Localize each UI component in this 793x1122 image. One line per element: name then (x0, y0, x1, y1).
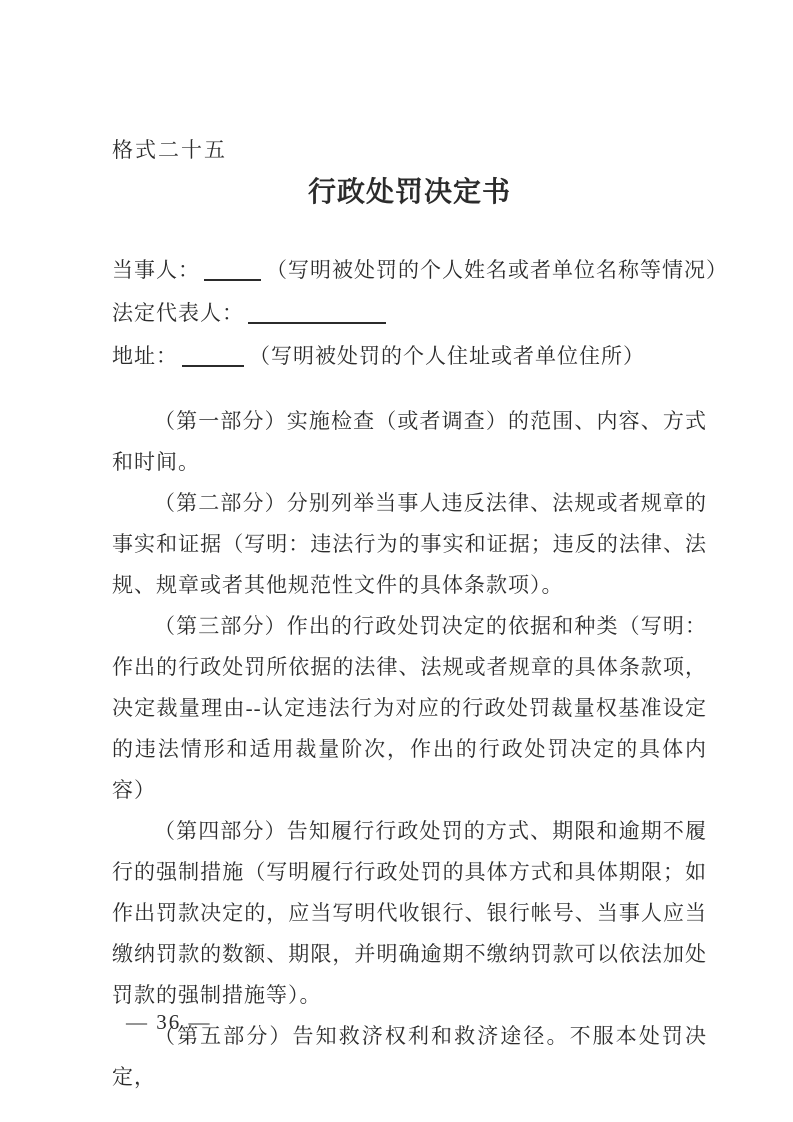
document-body (112, 401, 707, 1098)
paragraph-part-1: （第一部分）实施检查（或者调查）的范围、内容、方式和时间。 (112, 409, 707, 474)
document-title: 行政处罚决定书 (307, 177, 511, 208)
page-number: — 36 — (126, 1010, 212, 1034)
field-label-party: 当事人： (112, 258, 200, 282)
field-label-legal-representative: 法定代表人： (112, 301, 244, 325)
field-note-address: （写明被处罚的个人住址或者单位住所） (249, 344, 645, 368)
field-row-party (112, 249, 728, 292)
blank-line-legal-representative (248, 320, 386, 324)
blank-line-party (204, 277, 261, 281)
paragraph-part-2: （第二部分）分别列举当事人违反法律、法规或者规章的事实和证据（写明：违法行为的事实和证据；违反的法律、法规、规章或者其他规范性文件的具体条款项）。 (112, 491, 707, 597)
field-row-legal-representative (112, 292, 707, 335)
paragraph-part-4: （第四部分）告知履行行政处罚的方式、期限和逾期不履行的强制措施（写明履行行政处罚的具体方式和具体期限；如作出罚款决定的，应当写明代收银行、银行帐号、当事人应当缴纳罚款的数额、期限，并明确逾期不缴纳罚款可以依法加处罚款的强制措施等）。 (112, 819, 707, 1007)
paragraph-part-5: （第五部分）告知救济权利和救济途径。不服本处罚决定， (112, 1024, 707, 1089)
blank-line-address (182, 363, 244, 367)
field-note-party: （写明被处罚的个人姓名或者单位名称等情况） (266, 258, 728, 282)
header-fields (112, 249, 728, 378)
format-label: 格式二十五 (112, 139, 227, 162)
field-row-address (112, 335, 707, 378)
paragraph-part-3: （第三部分）作出的行政处罚决定的依据和种类（写明：作出的行政处罚所依据的法律、法规或者规章的具体条款项，决定裁量理由--认定违法行为对应的行政处罚裁量权基准设定的违法情形和适用裁量阶次，作出的行政处罚决定的具体内容） (112, 614, 707, 802)
field-label-address: 地址： (112, 344, 178, 368)
